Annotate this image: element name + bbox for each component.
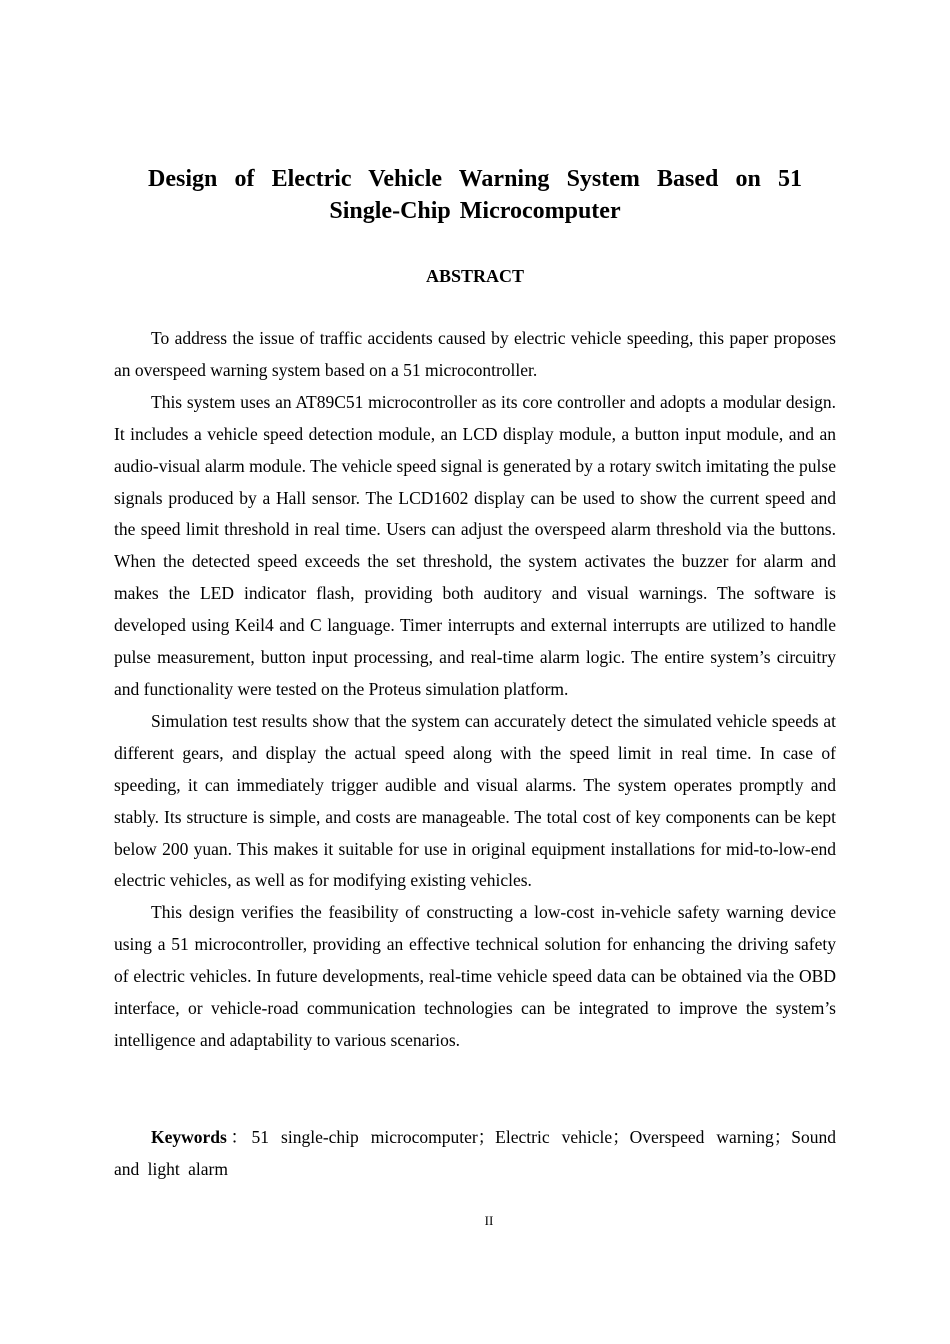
keywords-label: Keywords bbox=[151, 1127, 227, 1147]
paper-title: Design of Electric Vehicle Warning System Based on 51 Single-Chip Microcomputer bbox=[148, 166, 802, 224]
abstract-body bbox=[114, 323, 836, 1057]
keywords-line bbox=[114, 1122, 836, 1185]
abstract-paragraph-4: This design verifies the feasibility of constructing a low-cost in-vehicle safety warning device using a 51 microcontroller, providing an effective technical solution for enhancing the driving safety of electric vehicles. In future developments, real-time vehicle speed data can be obtained via the OBD interface, or vehicle-road communication technologies can be integrated to improve the system’s intelligence and adaptability to various scenarios. bbox=[114, 902, 836, 1050]
keywords-text: ：51 single-chip microcomputer；Electric vehicle；Overspeed warning；Sound and light alarm bbox=[114, 1127, 836, 1179]
abstract-paragraph-3: Simulation test results show that the system can accurately detect the simulated vehicle speeds at different gears, and display the actual speed along with the speed limit in real time. In case of speeding, it can immediately trigger audible and visual alarms. The system operates promptly and stably. Its structure is simple, and costs are manageable. The total cost of key components can be kept below 200 yuan. This makes it suitable for use in original equipment installations for mid-to-low-end electric vehicles, as well as for modifying existing vehicles. bbox=[114, 710, 836, 891]
abstract-heading: ABSTRACT bbox=[425, 266, 525, 286]
abstract-paragraph-1: To address the issue of traffic accidents caused by electric vehicle speeding, this paper proposes an overspeed warning system based on a 51 microcontroller. bbox=[114, 328, 836, 380]
abstract-paragraph-2: This system uses an AT89C51 microcontroller as its core controller and adopts a modular design. It includes a vehicle speed detection module, an LCD display module, a button input module, and an audio-visual alarm module. The vehicle speed signal is generated by a rotary switch imitating the pulse signals produced by a Hall sensor. The LCD1602 display can be used to show the current speed and the speed limit threshold in real time. Users can adjust the overspeed alarm threshold via the buttons. When the detected speed exceeds the set threshold, the system activates the buzzer for alarm and makes the LED indicator flash, providing both auditory and visual warnings. The software is developed using Keil4 and C language. Timer interrupts and external interrupts are utilized to handle pulse measurement, button input processing, and real-time alarm logic. The entire system’s circuitry and functionality were tested on the Proteus simulation platform. bbox=[114, 391, 836, 699]
page-number: II bbox=[484, 1213, 494, 1228]
